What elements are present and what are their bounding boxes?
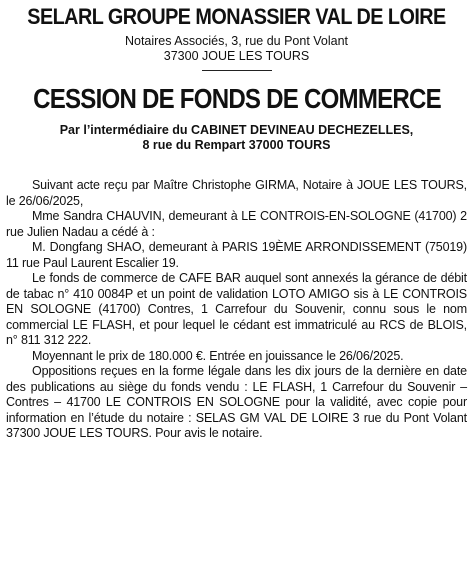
header-divider xyxy=(202,70,272,71)
notice-title: CESSION DE FONDS DE COMMERCE xyxy=(33,83,441,114)
notary-address-line-1: Notaires Associés, 3, rue du Pont Volant xyxy=(124,34,349,48)
paragraph-price: Moyennant le prix de 180.000 €. Entrée en jouissance le 26/06/2025. xyxy=(32,348,404,363)
notice-body xyxy=(6,178,467,442)
notary-firm-name: SELARL GROUPE MONASSIER VAL DE LOIRE xyxy=(27,4,446,29)
paragraph-deed: Suivant acte reçu par Maître Christophe GIRMA, Notaire à JOUE LES TOURS, le 26/06/2025, xyxy=(6,178,467,208)
paragraph-business: Le fonds de commerce de CAFE BAR auquel sont annexés la gérance de débit de tabac n° 410 0084P et un point de validation LOTO AMIGO sis à LE CONTROIS EN SOLOGNE (41700) Contres, 1 Carrefour du Souvenir, connu sous le nom commercial LE FLASH, et pour lequel le cédant est immatriculé au RCS de BLOIS, n° 811 312 222. xyxy=(6,271,467,347)
notary-address-line-2: 37300 JOUE LES TOURS xyxy=(163,49,310,63)
intermediary-line-1: Par l’intermédiaire du CABINET DEVINEAU DECHEZELLES, xyxy=(59,123,414,137)
paragraph-oppositions: Oppositions reçues en la forme légale dans les dix jours de la dernière en date des publications au siège du fonds vendu : LE FLASH, 1 Carrefour du Souvenir – Contres – 41700 LE CONTROIS EN SOLOGNE pour la validité, avec copie pour information en l’étude du notaire : SELAS GM VAL DE LOIRE 3 rue du Pont Volant 37300 JOUE LES TOURS. Pour avis le notaire. xyxy=(6,364,467,440)
paragraph-buyer: M. Dongfang SHAO, demeurant à PARIS 19ÈME ARRONDISSEMENT (75019) 11 rue Paul Laurent Escalier 19. xyxy=(6,240,467,270)
paragraph-seller: Mme Sandra CHAUVIN, demeurant à LE CONTROIS-EN-SOLOGNE (41700) 2 rue Julien Nadau a cédé à : xyxy=(6,209,467,239)
intermediary-line-2: 8 rue du Rempart 37000 TOURS xyxy=(142,138,331,152)
